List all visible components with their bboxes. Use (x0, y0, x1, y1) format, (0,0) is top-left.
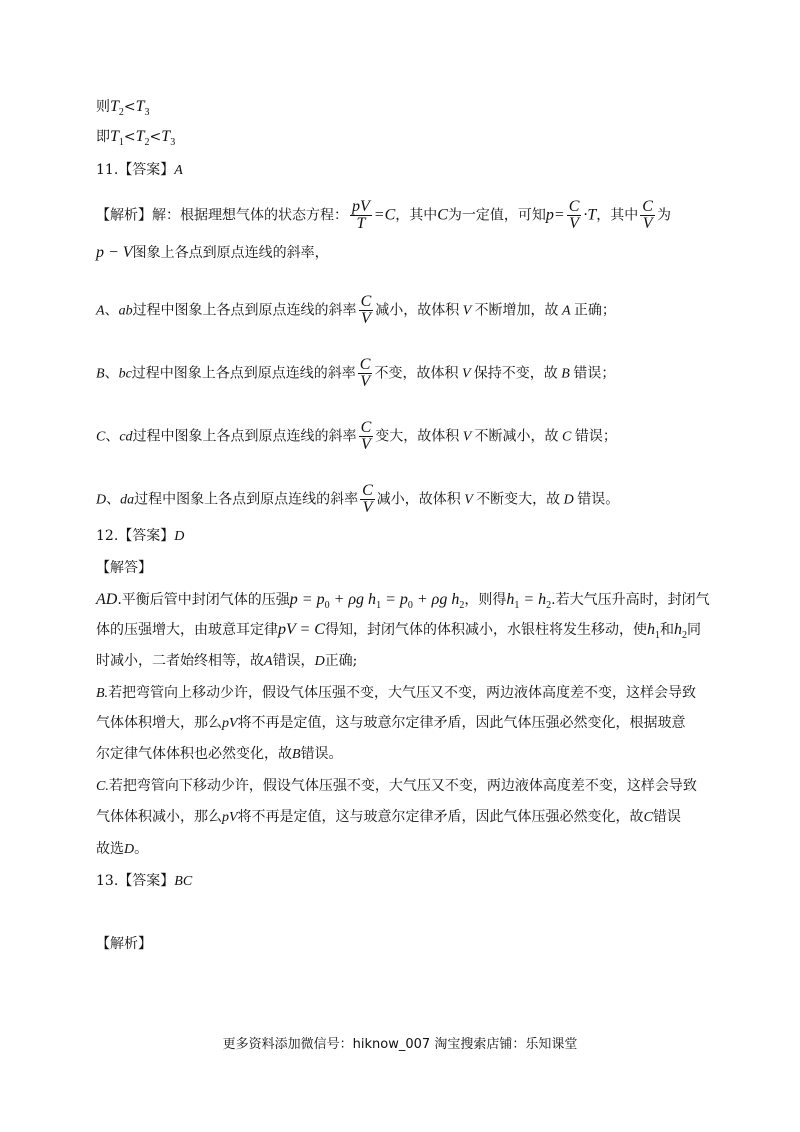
rel: < (149, 129, 162, 145)
q13-answer (96, 871, 192, 892)
label-ad: AD (96, 591, 118, 608)
text: 同 (686, 622, 701, 638)
text: 尔定律气体体积也必然变化，故 (96, 746, 292, 762)
q13-analysis-heading (96, 934, 152, 954)
text: 【解答】 (96, 560, 152, 576)
opt: D (314, 654, 325, 669)
q11-analysis-line-1: 【解析】解：根据理想气体的状态方程： $\frac{pV}{T}$ =C，其中C为一定值，可知p= $\frac{C}{V}$ ·T，其中 $\frac{C}{V}$ 为 (96, 198, 671, 232)
q12-ad-line-3 (96, 651, 357, 672)
opt: A (264, 654, 273, 669)
q12-b-line-1 (96, 683, 696, 704)
q12-ad-line-1: AD.平衡后管中封闭气体的压强$p = p_0 + \rho g$ $h_1 = p_0 + \rho g$ $h_2$，则得$h_1 = h_2$.若大气压升高时，封闭气 (96, 591, 710, 612)
text: ，其中 (395, 207, 438, 224)
q11-title: 11.【答案】 (96, 162, 175, 178)
text: 正确; (324, 653, 358, 669)
formula: pV (222, 716, 238, 731)
text: 不断减小，故 (474, 428, 559, 445)
text: 过程中图象上各点到原点连线的斜率 (132, 428, 357, 445)
text: 变大，故体积 (375, 428, 460, 445)
q12-c-line-1 (96, 776, 697, 797)
text: 则 (96, 99, 110, 115)
text: 错误； (573, 365, 616, 382)
fraction-C-V: $\frac{C}{V}$ (568, 198, 580, 232)
q11-answer (96, 160, 183, 181)
q11-analysis-line-2: p − V图象上各点到原点连线的斜率， (96, 244, 329, 261)
q13-title: 13.【答案】 (96, 873, 175, 889)
segment: cd (119, 429, 133, 445)
text: 【解析】 (96, 936, 152, 952)
q11-option-a: A、ab过程中图象上各点到原点连线的斜率 $\frac{C}{V}$ 减小，故体积 V 不断增加，故 A 正确； (96, 293, 616, 327)
text: 保持不变，故 (473, 365, 558, 382)
text: 过程中图象上各点到原点连线的斜率 (132, 302, 357, 319)
text: 若把弯管向上移动少许，假设气体压强不变，大气压又不变，两边液体高度差不变，这样会导致 (108, 685, 697, 701)
opt: B (292, 747, 301, 762)
conclusion-line-2: 即$T_1<T_2<T_3$ (96, 128, 176, 149)
text: 错误。 (577, 491, 620, 508)
text: 将不再是定值，这与玻意尔定律矛盾，因此气体压强必然变化，根据玻意 (237, 715, 686, 731)
option-letter: D (96, 492, 107, 508)
text: 故选 (96, 841, 124, 857)
q12-b-line-2 (96, 713, 686, 734)
text: 体的压强增大，由玻意耳定律 (96, 622, 278, 638)
opt: C. (96, 779, 109, 794)
opt: C (643, 810, 653, 825)
segment: da (120, 492, 135, 508)
text: 减小，故体积 (375, 302, 460, 319)
q12-title: 12.【答案】 (96, 528, 175, 544)
fraction-pV-T: $\frac{pV}{T}$ (352, 198, 370, 232)
q11-option-b: B、bc过程中图象上各点到原点连线的斜率 $\frac{C}{V}$ 不变，故体积 V 保持不变，故 B 错误； (96, 356, 616, 390)
text: 和 (659, 622, 674, 638)
text: 错误； (574, 428, 617, 445)
q12-answer-value: D (174, 529, 185, 544)
text: 过程中图象上各点到原点连线的斜率 (131, 365, 356, 382)
q11-option-c: C、cd过程中图象上各点到原点连线的斜率 $\frac{C}{V}$ 变大，故体积 V 不断减小，故 C 错误； (96, 419, 617, 453)
q12-c-line-2 (96, 807, 681, 828)
text: 不变，故体积 (374, 365, 459, 382)
q12-ad-line-2: 体的压强增大，由玻意耳定律pV = C得知，封闭气体的体积减小，水银柱将发生移动，使$h_1$和$h_2$同 (96, 621, 701, 642)
fraction-C-V: $\frac{C}{V}$ (642, 198, 653, 232)
text: 气体体积减小，那么 (96, 809, 222, 825)
text: .平衡后管中封闭气体的压强 (117, 592, 290, 608)
text: 错误， (272, 653, 315, 669)
segment: bc (118, 366, 132, 382)
page-footer: 更多资料添加微信号：hiknow_007 淘宝搜索店铺：乐知课堂 (222, 1037, 578, 1052)
fraction-C-V: $\frac{C}{V}$ (359, 356, 371, 390)
text: 【解析】解：根据理想气体的状态方程： (96, 207, 348, 224)
segment: ab (118, 303, 133, 319)
formula: pV (222, 810, 238, 825)
text: 为一定值，可知 (447, 207, 546, 224)
q12-c-line-3 (96, 839, 148, 860)
text: .若大气压升高时，封闭气 (551, 592, 710, 608)
text: 。 (134, 841, 149, 857)
text: 为 (656, 207, 671, 224)
text: 图象上各点到原点连线的斜率， (132, 245, 329, 261)
text: 减小，故体积 (376, 491, 461, 508)
text: ，则得 (464, 592, 507, 608)
fraction-C-V: $\frac{C}{V}$ (360, 293, 372, 327)
q12-solution-heading (96, 558, 152, 578)
text: 将不再是定值，这与玻意尔定律矛盾，因此气体压强必然变化，故 (237, 809, 644, 825)
rel: < (123, 129, 136, 145)
q12-b-line-3 (96, 744, 343, 765)
option-letter: C (96, 429, 106, 445)
q11-option-d: D、da过程中图象上各点到原点连线的斜率 $\frac{C}{V}$ 减小，故体积 V 不断变大，故 D 错误。 (96, 482, 620, 516)
text: 得知，封闭气体的体积减小，水银柱将发生移动，使 (324, 622, 647, 638)
opt: D (124, 842, 135, 857)
text: 不断增加，故 (474, 302, 559, 319)
q11-answer-value: A (174, 163, 183, 178)
q12-answer (96, 526, 184, 547)
option-letter: A (96, 303, 105, 319)
text: 错误 (652, 809, 681, 825)
option-letter: B (96, 366, 105, 382)
text: 不断变大，故 (476, 491, 561, 508)
text: 若把弯管向下移动少许，假设气体压强不变，大气压又不变，两边液体高度差不变，这样会导致 (108, 778, 697, 794)
q13-answer-value: BC (174, 874, 193, 889)
text: 气体体积增大，那么 (96, 715, 222, 731)
fraction-C-V: $\frac{C}{V}$ (360, 419, 372, 453)
rel: < (123, 99, 136, 115)
text: 即 (96, 129, 110, 145)
conclusion-line-1: 则$T_2<T_3$ (96, 98, 150, 119)
text: 时减小，二者始终相等，故 (96, 653, 264, 669)
text: 正确； (573, 302, 616, 319)
text: ，其中 (596, 207, 639, 224)
text: 错误。 (300, 746, 343, 762)
text: 过程中图象上各点到原点连线的斜率 (134, 491, 359, 508)
fraction-C-V: $\frac{C}{V}$ (362, 482, 373, 516)
opt: B. (96, 686, 109, 701)
